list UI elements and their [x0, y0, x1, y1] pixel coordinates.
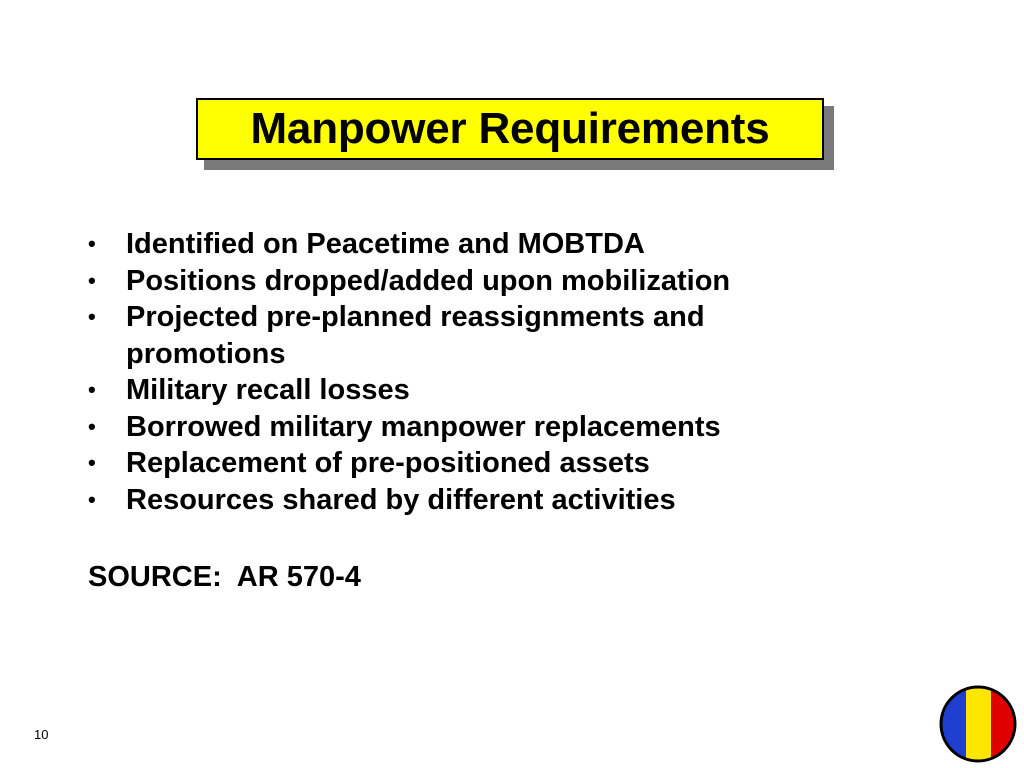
bullet-dot: • [88, 413, 96, 439]
bullet-dot: • [88, 450, 96, 475]
bullet-dot: • [88, 486, 96, 512]
bullet-item [86, 482, 886, 519]
bullet-item [86, 409, 886, 446]
emblem-yellow-band [966, 684, 991, 764]
bullet-item [86, 263, 886, 300]
bullet-text: Replacement of pre-positioned assets [126, 447, 650, 479]
title-box [196, 98, 824, 160]
bullet-text: Resources shared by different activities [126, 483, 676, 516]
page-number: 10 [34, 727, 49, 742]
bullet-item [86, 445, 886, 482]
bullet-item [86, 226, 886, 263]
bullet-dot: • [88, 231, 96, 256]
bullet-text: Borrowed military manpower replacements [126, 410, 721, 443]
bullet-text: Projected pre-planned reassignments and promotions [126, 301, 705, 370]
tricolor-circle-emblem-icon [938, 684, 1018, 764]
bullet-dot: • [88, 377, 96, 402]
bullet-text: Positions dropped/added upon mobilization [126, 264, 731, 297]
slide-title: Manpower Requirements [250, 104, 770, 153]
bullet-dot: • [88, 267, 96, 293]
bullet-item [86, 372, 886, 409]
bullet-dot: • [88, 304, 96, 329]
bullet-text: Identified on Peacetime and MOBTDA [126, 228, 645, 260]
bullet-list [86, 226, 886, 518]
slide-title-container [196, 98, 828, 164]
bullet-text: Military recall losses [126, 374, 410, 406]
source-citation: SOURCE: AR 570-4 [88, 561, 361, 593]
bullet-item [86, 299, 866, 372]
